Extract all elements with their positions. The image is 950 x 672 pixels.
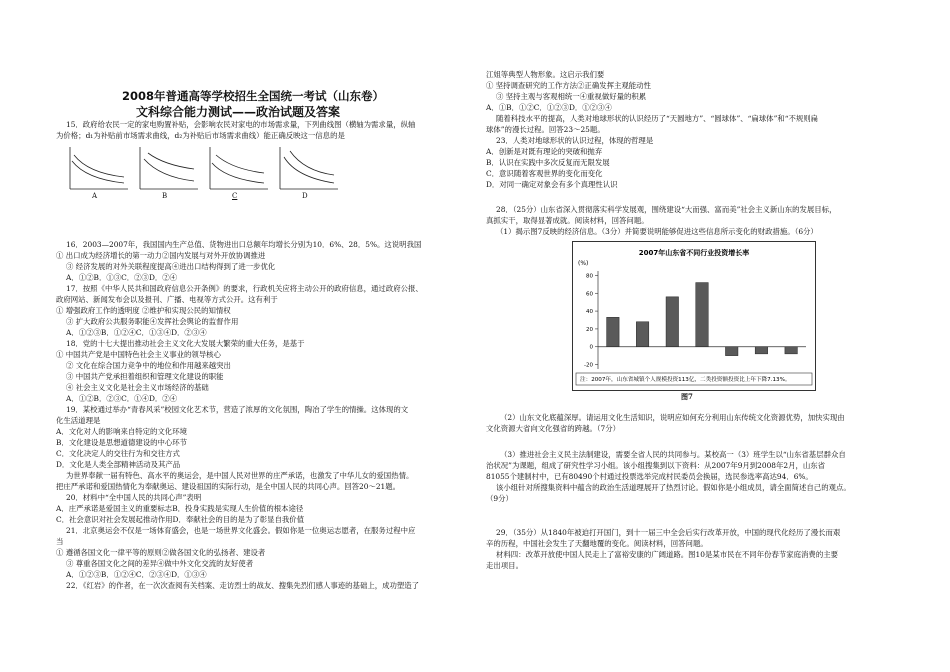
left-line: 为价格；d₁为补贴前市场需求曲线，d₂为补贴后市场需求曲线）能正确反映这一信息的是 <box>56 131 345 140</box>
right-line: 治状况”为课题，组成了研究性学习小组。该小组搜集到以下资料：从2007年9月到2008年2月，山东省 <box>486 461 826 470</box>
right-line: 走出项目。 <box>486 561 523 570</box>
left-line: 20．材料中“全中国人民的共同心声”表明 <box>66 493 202 502</box>
document-subtitle: 文科综合能力测试——政治试题及答案 <box>136 105 341 119</box>
left-line: ① 增强政府工作的透明度 ②维护和实现公民的知情权 <box>56 306 231 315</box>
right-line: 材料四：改革开放使中国人民走上了富裕安康的广阔道路。图10是某市民在不同年份春节家庭消费的主要 <box>496 550 838 559</box>
left-line: 18．党的十七大提出推动社会主义文化大发展大繁荣的重大任务，是基于 <box>66 339 305 348</box>
right-line: 球体”的漫长过程。回答23～25题。 <box>486 125 605 134</box>
chart-bar <box>696 283 708 347</box>
y-tick-label: -20 <box>584 362 593 369</box>
left-line: 16．2003—2007年，我国国内生产总值、货物进出口总额年均增长分别为10．6%、28．5%。这说明我国 <box>66 240 422 249</box>
left-line: A．①②③B．①②④C．①③④D．②③④ <box>66 328 207 337</box>
chart-bar <box>607 317 619 346</box>
right-line: 随着科技水平的提高，人类对地球形状的认识经历了“天圆地方”、“圆球体”、“扁球体”和“不规则扁 <box>496 114 819 123</box>
left-line: ④ 社会主义文化是社会主义市场经济的基础 <box>66 383 209 392</box>
figure-label: 图7 <box>681 392 693 401</box>
graph-label: A <box>92 192 98 200</box>
demand-curve-graphs <box>62 143 352 203</box>
right-line: 江姐等典型人物形象。这启示我们要 <box>486 70 605 79</box>
chart-title: 2007年山东省不同行业投资增长率 <box>638 249 750 257</box>
right-line: 文化资源大省向文化强省的跨越。（7分） <box>486 424 621 433</box>
right-line: 81055个建制村中，已有80490个村通过投票选举完成村民委员会换届，选民参选率高达94．6%。 <box>486 472 813 481</box>
graph-label: C <box>232 192 238 200</box>
right-line: D．对同一确定对象会有多个真理性认识 <box>486 180 618 189</box>
chart-frame <box>573 242 816 391</box>
left-line: C．文化决定人的交往行为和交往方式 <box>56 449 180 458</box>
left-line: 21．北京奥运会不仅是一场体育盛会，也是一场世界文化盛会。假如你是一位奥运志愿者，在服务过程中应 <box>66 526 416 535</box>
right-line: 28．（25分）山东省深入贯彻落实科学发展观，围绕建设“大而强、富而美”社会主义新山东的发展目标， <box>496 205 837 214</box>
left-line: A．①②B．②③C．①④D．②④ <box>66 394 178 403</box>
document-title: 2008年普通高等学校招生全国统一考试（山东卷） <box>122 89 385 103</box>
chart-bar <box>666 297 678 347</box>
right-line: ① 坚持调查研究的工作方法②正确发挥主观能动性 <box>486 81 651 90</box>
right-line: ③ 坚持主观与客观相统一④重视做好量的积累 <box>496 92 647 101</box>
y-tick-label: 80 <box>586 273 593 280</box>
chart-bar <box>785 347 797 354</box>
left-line: ① 出口成为经济增长的第一动力②国内发展与对外开放协调推进 <box>56 251 266 260</box>
right-line: A．创新是对既有理论的突破和抛弃 <box>486 147 603 156</box>
left-line: 为世界奉献一届有特色、高水平的奥运会，是中国人民对世界的庄严承诺，也激发了中华儿女的爱国热情。 <box>66 471 414 480</box>
left-line: 17．按照《中华人民共和国政府信息公开条例》的要求，行政机关应将主动公开的政府信息，通过政府公报、 <box>66 284 423 293</box>
right-line: （1）揭示图7反映的经济信息。（3分）并简要说明能够促进这些信息所示变化的财政措施。（6分） <box>496 227 818 236</box>
right-line: （3）推进社会主义民主法制建设，需要全省人民的共同参与。某校高一（3）班学生以“山东省基层群众自 <box>500 450 846 459</box>
investment-growth-chart <box>572 241 816 391</box>
left-line: ③ 经济发展的对外关联程度提高④进出口结构得到了进一步优化 <box>66 262 276 271</box>
left-line: ③ 中国共产党承担着组织和管理文化建设的职能 <box>66 372 224 381</box>
left-line: A．①②B．①③C．②③D．②④ <box>66 273 178 282</box>
right-line: B．认识在实践中多次反复而无限发展 <box>486 158 610 167</box>
left-line: A．庄严承诺是爱国主义的重要标志B．投身实践是实现人生价值的根本途径 <box>56 504 304 513</box>
left-line: ① 遵循各国文化一律平等的原则②做各国文化的弘扬者、建设者 <box>56 548 266 557</box>
left-line: A．文化对人的影响来自特定的文化环境 <box>56 427 187 436</box>
chart-bar <box>636 322 648 347</box>
left-line: ① 中国共产党是中国特色社会主义事业的领导核心 <box>56 350 221 359</box>
y-tick-label: 40 <box>586 309 593 316</box>
left-line: 22．《红岩》的作者，在一次次查阅有关档案、走访烈士的战友、搜集先烈们感人事迹的基础上，成功塑造了 <box>66 581 420 590</box>
left-line: ③ 尊重各国文化之间的差异④做中外文化交流的友好使者 <box>66 559 254 568</box>
right-line: （2）山东文化底蕴深厚。请运用文化生活知识，说明应如何充分利用山东传统文化资源优势，加快实现由 <box>500 413 845 422</box>
left-line: B．文化建设是思想道德建设的中心环节 <box>56 438 188 447</box>
left-line: 当 <box>56 537 64 546</box>
y-tick-label: 20 <box>586 326 593 333</box>
y-tick-label: 60 <box>586 291 593 298</box>
graph-label: D <box>302 192 308 200</box>
chart-bar <box>725 347 737 356</box>
left-line: ② 文化在综合国力竞争中的地位和作用越来越突出 <box>66 361 231 370</box>
right-line: 29．（35分）从1840年被迫打开国门，到十一届三中全会后实行改革开放，中国的现代化经历了漫长而艰 <box>496 528 841 537</box>
left-line: A．①②③B．①②④C．②③④D．①③④ <box>66 570 207 579</box>
left-line: 19．某校通过举办“青春风采”校园文化艺术节，营造了浓厚的文化氛围，陶冶了学生的情操。这体现的文 <box>66 405 409 414</box>
y-axis-label: (%) <box>578 260 589 267</box>
left-line: D．文化是人类全部精神活动及其产品 <box>56 460 181 469</box>
left-line: 15．政府给农民一定的家电购置补贴，会影响农民对家电的市场需求量，下列曲线图（横轴为需求量，纵轴 <box>66 120 416 129</box>
left-line: 化生活道理是 <box>56 416 101 425</box>
graph-label: B <box>162 192 168 200</box>
right-line: 23．人类对地球形状的认识过程，体现的哲理是 <box>496 136 654 145</box>
left-line: 把庄严承诺和爱国热情化为奉献奥运、建设祖国的实际行动，是全中国人民的共同心声。回答20～21题。 <box>56 482 401 491</box>
chart-bar <box>755 347 767 354</box>
right-line: （9分） <box>486 494 513 503</box>
chart-footnote: 注：2007年，山东省城镇个人规模投资113亿，二类投资额投资比上年下降7.13%。 <box>580 377 791 383</box>
right-line: 真抓实干，取得显著成就。阅读材料，回答问题。 <box>486 216 649 225</box>
left-line: C．社会意识对社会发展起推动作用D．奉献社会的目的是为了彰显自我价值 <box>56 515 305 524</box>
right-line: C．意识随着客观世界的变化而变化 <box>486 169 603 178</box>
right-line: 辛的历程，中国社会发生了天翻地覆的变化。阅读材料，回答问题。 <box>486 539 708 548</box>
right-line: 该小组针对所搜集资料中蕴含的政治生活道理展开了热烈讨论。假如你是小组成员，请全面简述自己的观点。 <box>496 483 851 492</box>
y-tick-label: 0 <box>589 344 593 351</box>
left-line: ③ 扩大政府公共服务职能④发挥社会舆论的监督作用 <box>66 317 239 326</box>
left-line: 政府网站、新闻发布会以及报刊、广播、电视等方式公开。这有利于 <box>56 295 278 304</box>
right-line: A．①B．①②C．①②③D．①②③④ <box>486 103 612 112</box>
